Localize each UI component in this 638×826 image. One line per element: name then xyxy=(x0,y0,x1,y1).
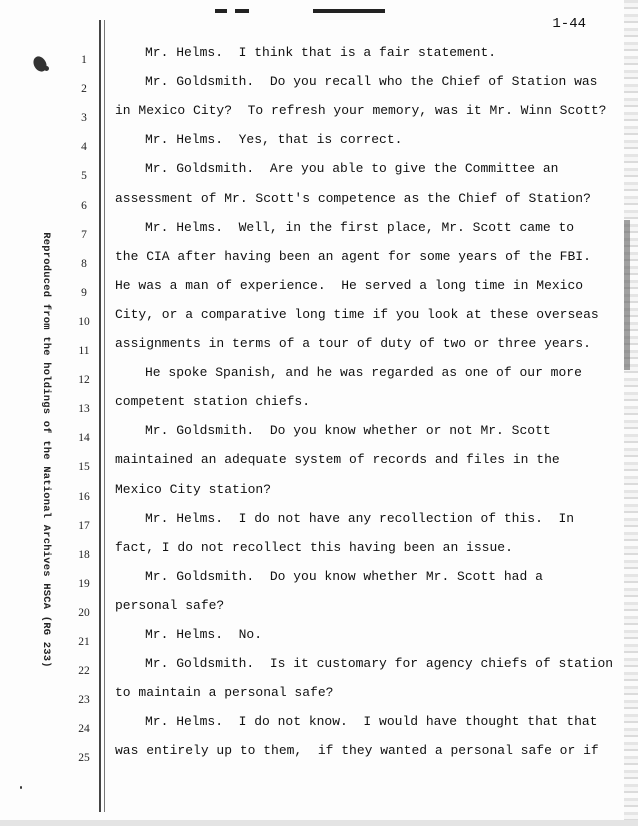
transcript-line: Mexico City station? xyxy=(115,481,272,497)
line-number: 7 xyxy=(81,228,87,241)
transcript-line: assessment of Mr. Scott's competence as the Chief of Station? xyxy=(115,190,591,206)
transcript-line: Mr. Helms. Well, in the first place, Mr. Scott came to xyxy=(145,219,575,235)
line-number: 10 xyxy=(78,315,90,328)
line-number: 20 xyxy=(78,606,90,619)
line-number: 14 xyxy=(78,432,90,445)
transcript-line: Mr. Goldsmith. Do you know whether Mr. Scott had a xyxy=(145,568,543,584)
line-number: 5 xyxy=(81,170,87,183)
transcript-line: Mr. Helms. I do not know. I would have thought that that xyxy=(145,714,598,730)
line-number: 8 xyxy=(81,257,87,270)
transcript-line: in Mexico City? To refresh your memory, was it Mr. Winn Scott? xyxy=(115,103,607,119)
transcript-line: Mr. Goldsmith. Is it customary for agency chiefs of station xyxy=(145,656,614,672)
transcript-line: Mr. Helms. No. xyxy=(145,627,263,642)
page-number: 1-44 xyxy=(552,16,586,32)
line-number: 16 xyxy=(78,490,90,503)
transcript-line: Mr. Goldsmith. Do you recall who the Chief of Station was xyxy=(145,74,598,90)
transcript-line: maintained an adequate system of records and files in the xyxy=(115,452,560,468)
transcript-line: the CIA after having been an agent for some years of the FBI. xyxy=(115,248,591,264)
line-number: 17 xyxy=(78,519,90,532)
line-number: 25 xyxy=(78,752,90,765)
transcript-line: assignments in terms of a tour of duty of two or three years. xyxy=(115,336,591,351)
transcript-line: fact, I do not recollect this having been an issue. xyxy=(115,539,513,555)
transcript-line: was entirely up to them, if they wanted a personal safe or if xyxy=(115,743,599,759)
transcript-line: Mr. Helms. I think that is a fair statement. xyxy=(145,45,497,60)
transcript-line: personal safe? xyxy=(115,597,225,613)
line-number: 15 xyxy=(78,461,90,474)
line-number: 24 xyxy=(78,723,90,736)
line-number: 23 xyxy=(78,694,90,707)
line-number: 12 xyxy=(78,374,90,387)
transcript-line: He spoke Spanish, and he was regarded as one of our more xyxy=(145,365,582,381)
line-number: 4 xyxy=(81,141,87,154)
transcript-line: Mr. Goldsmith. Are you able to give the Committee an xyxy=(145,161,559,177)
line-number: 22 xyxy=(78,665,90,678)
line-number: 2 xyxy=(81,83,87,96)
line-number: 11 xyxy=(78,345,90,357)
transcript-line: Mr. Helms. Yes, that is correct. xyxy=(145,132,403,148)
transcript-line: to maintain a personal safe? xyxy=(115,685,334,701)
transcript-line: competent station chiefs. xyxy=(115,394,311,410)
line-number: 18 xyxy=(78,548,90,561)
transcript-line: He was a man of experience. He served a long time in Mexico xyxy=(115,277,584,293)
line-number: 21 xyxy=(78,636,90,648)
line-number: 3 xyxy=(81,112,87,125)
transcript-line: Mr. Goldsmith. Do you know whether or not Mr. Scott xyxy=(145,423,551,439)
line-number: 1 xyxy=(81,54,87,66)
archive-stamp-text: Reproduced from the holdings of the National Archives HSCA (RG 233) xyxy=(40,232,52,668)
transcript-line: City, or a comparative long time if you look at these overseas xyxy=(115,306,599,322)
line-number: 9 xyxy=(81,286,87,299)
transcript-line: Mr. Helms. I do not have any recollection of this. In xyxy=(145,510,575,526)
line-number: 19 xyxy=(78,577,90,590)
line-number: 13 xyxy=(78,403,90,416)
line-number: 6 xyxy=(81,199,87,212)
